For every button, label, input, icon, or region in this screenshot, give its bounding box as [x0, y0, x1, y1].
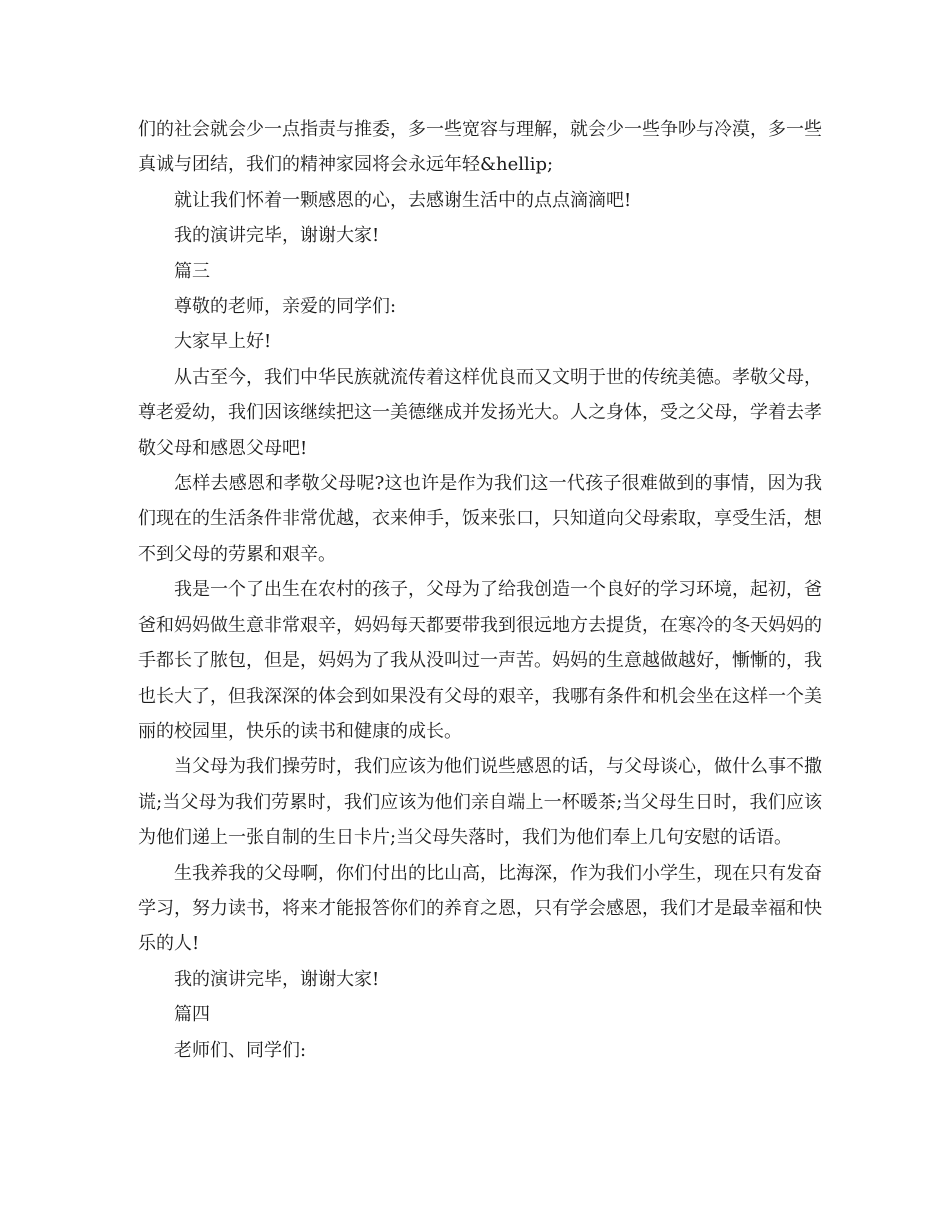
document-body — [138, 112, 822, 1068]
paragraph: 就让我们怀着一颗感恩的心，去感谢生活中的点点滴滴吧! — [174, 189, 632, 211]
paragraph: 我是一个了出生在农村的孩子，父母为了给我创造一个良好的学习环境，起初，爸爸和妈妈做生意非常艰辛，妈妈每天都要带我到很远地方去提货，在寒冷的冬天妈妈的手都长了脓包，但是，妈妈为了我从没叫过一声苦。妈妈的生意越做越好，慚慚的，我也长大了，但我深深的体会到如果没有父母的艰辛，我哪有条件和机会坐在这样一个美丽的校园里，快乐的读书和健康的成长。 — [138, 579, 822, 742]
paragraph: 怎样去感恩和孝敬父母呢?这也许是作为我们这一代孩子很难做到的事情，因为我们现在的生活条件非常优越，衣来伸手，饭来张口，只知道向父母索取，享受生活，想不到父母的劳累和艰辛。 — [138, 473, 822, 565]
paragraph-continuation: 们的社会就会少一点指责与推委，多一些宽容与理解，就会少一些争吵与冷漠，多一些真诚与团结，我们的精神家园将会永远年轻&hellip; — [138, 119, 822, 176]
paragraph: 生我养我的父母啊，你们付出的比山高，比海深，作为我们小学生，现在只有发奋学习，努力读书，将来才能报答你们的养育之恩，只有学会感恩，我们才是最幸福和快乐的人! — [138, 862, 822, 955]
section-heading: 篇三 — [174, 260, 210, 282]
greeting: 大家早上好! — [174, 331, 272, 353]
paragraph: 从古至今，我们中华民族就流传着这样优良而又文明于世的传统美德。孝敬父母，尊老爱幼，我们因该继续把这一美德继成并发扬光大。人之身体，受之父母，学着去孝敬父母和感恩父母吧! — [138, 366, 822, 459]
salutation: 老师们、同学们: — [174, 1039, 307, 1061]
section-heading: 篇四 — [174, 1004, 210, 1026]
salutation: 尊敬的老师，亲爱的同学们: — [174, 296, 397, 318]
closing-line: 我的演讲完毕，谢谢大家! — [174, 225, 380, 247]
paragraph: 当父母为我们操劳时，我们应该为他们说些感恩的话，与父母谈心，做什么事不撒谎;当父母为我们劳累时，我们应该为他们亲自端上一杯暖茶;当父母生日时，我们应该为他们递上一张自制的生日卡片;当父母失落时，我们为他们奉上几句安慰的话语。 — [138, 756, 822, 849]
closing-line: 我的演讲完毕，谢谢大家! — [174, 968, 380, 990]
